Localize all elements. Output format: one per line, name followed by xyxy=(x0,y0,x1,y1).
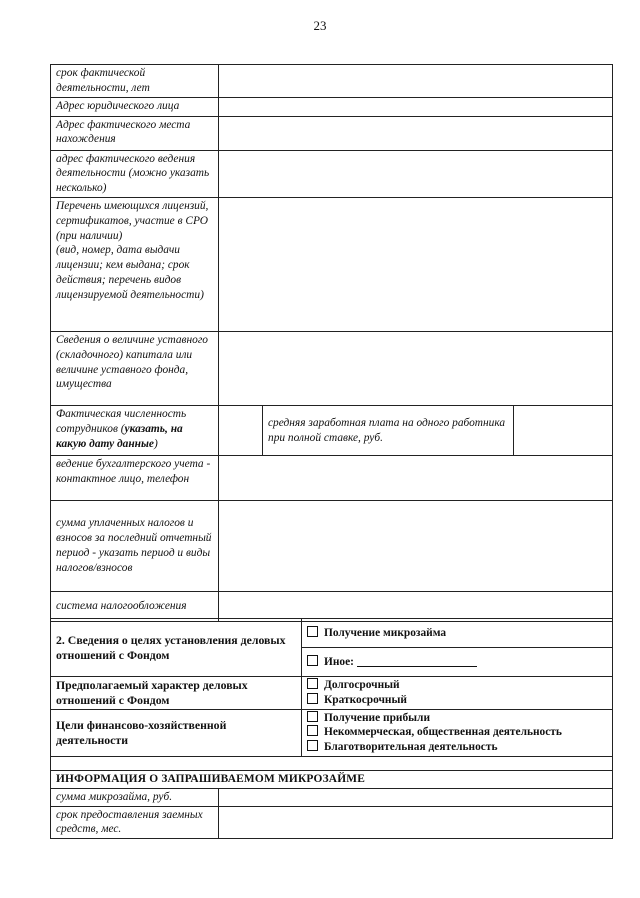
licenses-details-text: (вид, номер, дата выдачи лицензии; кем выдана; срок действия; перечень видов лицензируемой деятельности) xyxy=(56,244,204,301)
table-row xyxy=(51,405,613,455)
option-charity[interactable] xyxy=(307,740,607,755)
option-short-term-label: Краткосрочный xyxy=(324,693,407,706)
row-label-activity-term: срок фактической деятельности, лет xyxy=(51,65,219,98)
checkbox-icon[interactable] xyxy=(307,711,318,722)
goals-label: Цели финансово-хозяйственной деятельности xyxy=(51,709,302,756)
checkbox-icon[interactable] xyxy=(307,655,318,666)
row-label-taxes: сумма уплаченных налогов и взносов за последний отчетный период - указать период и виды налогов/взносов xyxy=(51,500,219,591)
business-relations-table xyxy=(50,618,613,771)
loan-term-field[interactable] xyxy=(219,806,613,839)
table-row xyxy=(51,756,613,770)
checkbox-icon[interactable] xyxy=(307,725,318,736)
table-row xyxy=(51,97,613,116)
legal-address-field[interactable] xyxy=(219,97,613,116)
other-input-line[interactable] xyxy=(357,655,477,667)
option-microloan[interactable] xyxy=(302,619,613,648)
section2-label: 2. Сведения о целях установления деловых отношений с Фондом xyxy=(51,619,302,677)
table-row xyxy=(51,150,613,197)
loan-section-header: ИНФОРМАЦИЯ О ЗАПРАШИВАЕМОМ МИКРОЗАЙМЕ xyxy=(51,771,613,789)
character-label: Предполагаемый характер деловых отношений с Фондом xyxy=(51,677,302,710)
accounting-field[interactable] xyxy=(219,455,613,500)
option-other-label: Иное: xyxy=(324,655,354,668)
option-long-term[interactable] xyxy=(307,678,607,693)
table-row xyxy=(51,500,613,591)
taxes-field[interactable] xyxy=(219,500,613,591)
option-nonprofit[interactable] xyxy=(307,725,607,740)
headcount-close: ) xyxy=(153,437,158,450)
table-row xyxy=(51,771,613,789)
table-row xyxy=(51,116,613,150)
capital-field[interactable] xyxy=(219,331,613,405)
table-row xyxy=(51,806,613,839)
table-row xyxy=(51,331,613,405)
row-label-loan-term: срок предоставления заемных средств, мес. xyxy=(51,806,219,839)
option-profit-label: Получение прибыли xyxy=(324,711,431,724)
row-label-loan-amount: сумма микрозайма, руб. xyxy=(51,788,219,806)
option-long-term-label: Долгосрочный xyxy=(324,679,400,691)
row-label-legal-address: Адрес юридического лица xyxy=(51,97,219,116)
licenses-text: Перечень имеющихся лицензий, сертификатов, участие в СРО (при наличии) xyxy=(56,199,209,242)
spacer-row xyxy=(51,756,613,770)
avg-salary-label: средняя заработная плата на одного работника при полной ставке, руб. xyxy=(263,405,514,455)
licenses-field[interactable] xyxy=(219,197,613,331)
table-row xyxy=(51,455,613,500)
checkbox-icon[interactable] xyxy=(307,678,318,689)
row-label-activity-address: адрес фактического ведения деятельности (можно указать несколько) xyxy=(51,150,219,197)
tax-system-field[interactable] xyxy=(219,591,613,621)
table-row xyxy=(51,619,613,648)
table-row xyxy=(51,709,613,756)
avg-salary-field[interactable] xyxy=(514,405,613,455)
headcount-text: Фактическая численность сотрудников ( xyxy=(56,407,187,435)
headcount-field[interactable] xyxy=(219,405,263,455)
loan-amount-field[interactable] xyxy=(219,788,613,806)
row-label-headcount xyxy=(51,405,219,455)
goals-options xyxy=(302,709,613,756)
row-label-tax-system: система налогообложения xyxy=(51,591,219,621)
page-number: 23 xyxy=(313,18,327,33)
actual-address-field[interactable] xyxy=(219,116,613,150)
activity-address-field[interactable] xyxy=(219,150,613,197)
table-row xyxy=(51,197,613,331)
character-options xyxy=(302,677,613,710)
option-microloan-label: Получение микрозайма xyxy=(324,626,447,639)
checkbox-icon[interactable] xyxy=(307,740,318,751)
headcount-date-note: указать, на какую дату данные xyxy=(56,422,183,450)
table-row xyxy=(51,65,613,98)
loan-info-table xyxy=(50,770,613,839)
checkbox-icon[interactable] xyxy=(307,693,318,704)
row-label-actual-address: Адрес фактического места нахождения xyxy=(51,116,219,150)
table-row xyxy=(51,788,613,806)
row-label-licenses xyxy=(51,197,219,331)
option-profit[interactable] xyxy=(307,711,607,726)
option-short-term[interactable] xyxy=(307,693,607,708)
table-row xyxy=(51,677,613,710)
activity-term-field[interactable] xyxy=(219,65,613,98)
option-nonprofit-label: Некоммерческая, общественная деятельность xyxy=(324,726,562,739)
checkbox-icon[interactable] xyxy=(307,626,318,637)
row-label-accounting: ведение бухгалтерского учета - контактное лицо, телефон xyxy=(51,455,219,500)
option-charity-label: Благотворительная деятельность xyxy=(324,741,498,754)
row-label-capital: Сведения о величине уставного (складочного) капитала или величине уставного фонда, имущества xyxy=(51,331,219,405)
option-other[interactable] xyxy=(302,648,613,677)
organization-info-table xyxy=(50,64,613,622)
table-row xyxy=(51,591,613,621)
